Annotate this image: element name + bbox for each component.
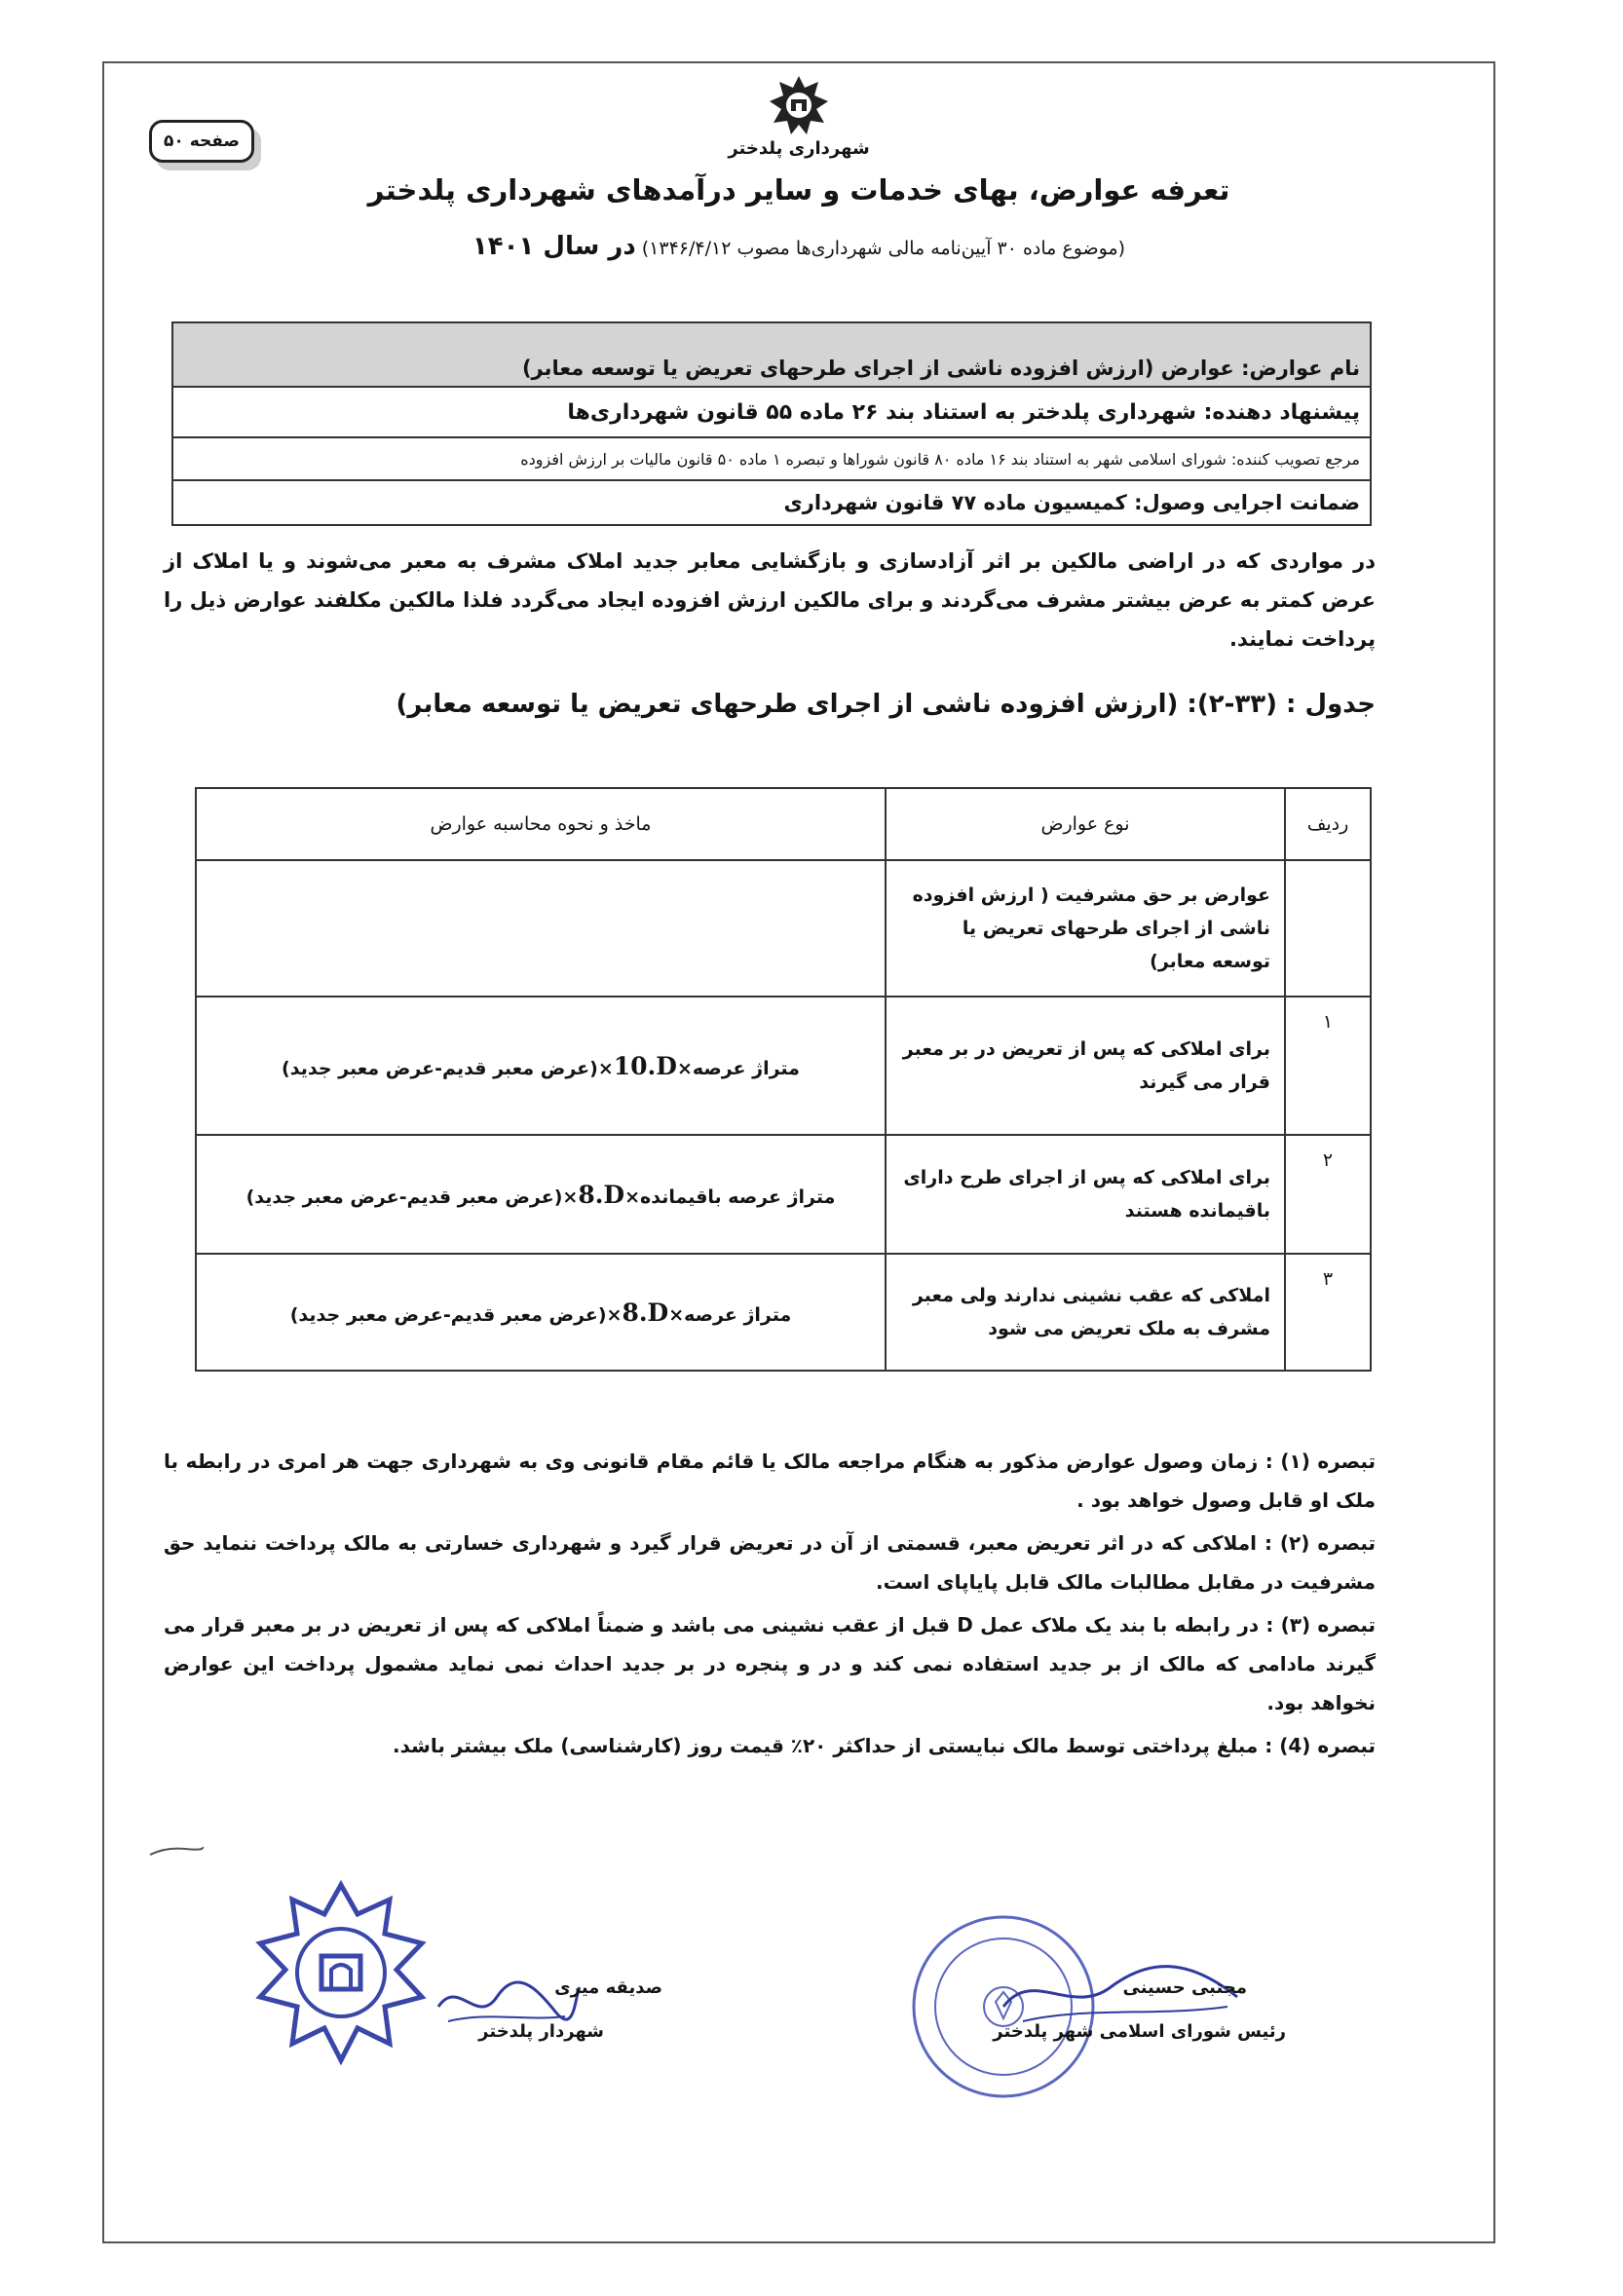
- council-head-title: رئیس شورای اسلامی شهر پلدختر: [993, 2021, 1286, 2042]
- municipality-emblem-icon: [768, 74, 830, 136]
- page-number-badge: صفحه ۵۰: [149, 120, 254, 163]
- note-4: تبصره (4) : مبلغ پرداختی توسط مالک نبایستی از حداکثر ۲۰٪ قیمت روز (کارشناسی) ملک بیشتر باشد.: [393, 1734, 1376, 1757]
- note-3: تبصره (۳) : در رابطه با بند یک ملاک عمل D قبل از عقب نشینی می باشد و ضمناً املاکی که پس از تعریض در بر معبر قرار می گیرند مادامی که مالک از بر جدید استفاده نمی کند و در و پنجره در بر جدید احداث نمی نماید مشمول پرداخت این عوارض نخواهد بود.: [164, 1613, 1376, 1714]
- row-type: برای املاکی که پس از اجرای طرح دارای باقیمانده هستند: [886, 1135, 1285, 1254]
- row-calc: [196, 860, 886, 997]
- mayor-title: شهردار پلدختر: [478, 2021, 604, 2042]
- council-head-name: مجتبی حسینی: [1122, 1977, 1247, 1998]
- header-calc: ماخذ و نحوه محاسبه عوارض: [196, 788, 886, 860]
- table-row: [196, 1254, 1371, 1371]
- row-type: برای املاکی که پس از تعریض در بر معبر قرار می گیرند: [886, 997, 1285, 1135]
- calc-width-diff: ×(عرض معبر قدیم-عرض معبر جدید): [289, 1303, 623, 1326]
- calc-width-diff: ×(عرض معبر قدیم-عرض معبر جدید): [245, 1186, 579, 1208]
- row-type: عوارض بر حق مشرفیت ( ارزش افزوده ناشی از اجرای طرحهای تعریض یا توسعه معابر): [886, 860, 1285, 997]
- calc-coefficient: 10.D: [613, 1051, 677, 1080]
- table-header-row: [196, 788, 1371, 860]
- subtitle-year: در سال ۱۴۰۱: [472, 232, 636, 261]
- fee-table: [195, 787, 1372, 1372]
- proposer-row: پیشنهاد دهنده: شهرداری پلدختر به استناد بند ۲۶ ماده ۵۵ قانون شهرداری‌ها: [173, 388, 1370, 438]
- fee-info-box: [171, 321, 1372, 526]
- row-index: ۱: [1285, 997, 1371, 1135]
- notes-section: [164, 1442, 1376, 1769]
- calc-base: متراژ عرصه×: [668, 1303, 792, 1326]
- table-row: [196, 1135, 1371, 1254]
- table-caption: جدول : (۳۳-۲): (ارزش افزوده ناشی از اجرای طرحهای تعریض یا توسعه معابر): [396, 690, 1376, 719]
- document-title: تعرفه عوارض، بهای خدمات و سایر درآمدهای شهرداری پلدختر: [367, 173, 1230, 207]
- fee-name-row: نام عوارض: عوارض (ارزش افزوده ناشی از اجرای طرحهای تعریض یا توسعه معابر): [173, 323, 1370, 388]
- header-type: نوع عوارض: [886, 788, 1285, 860]
- calc-coefficient: 8.D: [578, 1180, 625, 1209]
- calc-base: متراژ عرصه باقیمانده×: [624, 1186, 836, 1208]
- row-index: ۲: [1285, 1135, 1371, 1254]
- approver-row: مرجع تصویب کننده: شورای اسلامی شهر به استناد بند ۱۶ ماده ۸۰ قانون شوراها و تبصره ۱ ماده ۵۰ قانون مالیات بر ارزش افزوده: [173, 438, 1370, 481]
- row-calc: [196, 1254, 886, 1371]
- pen-mark: [146, 1841, 205, 1861]
- table-row: [196, 860, 1371, 997]
- table-row: [196, 997, 1371, 1135]
- row-calc: [196, 997, 886, 1135]
- row-index: ۳: [1285, 1254, 1371, 1371]
- calc-width-diff: ×(عرض معبر قدیم-عرض معبر جدید): [282, 1057, 614, 1079]
- document-subtitle: [292, 232, 1305, 261]
- calc-coefficient: 8.D: [622, 1298, 669, 1327]
- note-2: تبصره (۲) : املاکی که در اثر تعریض معبر، قسمتی از آن در تعریض قرار گیرد و شهرداری خسارتی به مالک پرداخت ننماید حق مشرفیت در مقابل مطالبات مالک قابل پایاپای است.: [164, 1531, 1376, 1594]
- intro-paragraph: در مواردی که در اراضی مالکین بر اثر آزادسازی و بازگشایی معابر جدید املاک مشرف به معبر می‌شوند و یا املاک از عرض کمتر به عرض بیشتر مشرف می‌گردند و برای مالکین ارزش افزوده ایجاد می‌گردد فلذا مالکین مکلفند عوارض ذیل را پرداخت نمایند.: [164, 549, 1376, 651]
- row-index: [1285, 860, 1371, 997]
- note-1: تبصره (۱) : زمان وصول عوارض مذکور به هنگام مراجعه مالک یا قائم مقام قانونی وی به شهرداری جهت هر امری در رابطه با ملک او قابل وصول خواهد بود .: [164, 1449, 1377, 1512]
- row-type: املاکی که عقب نشینی ندارند ولی معبر مشرف به ملک تعریض می شود: [886, 1254, 1285, 1371]
- subtitle-reference: (موضوع ماده ۳۰ آیین‌نامه مالی شهرداری‌ها مصوب ۱۳۴۶/۴/۱۲): [641, 238, 1126, 259]
- municipality-name: شهرداری پلدختر: [728, 138, 870, 159]
- enforcement-row: ضمانت اجرایی وصول: کمیسیون ماده ۷۷ قانون شهرداری: [783, 491, 1360, 514]
- row-calc: [196, 1135, 886, 1254]
- mayor-name: صدیقه میری: [554, 1977, 662, 1998]
- calc-base: متراژ عرصه×: [676, 1057, 800, 1079]
- header-index: ردیف: [1285, 788, 1371, 860]
